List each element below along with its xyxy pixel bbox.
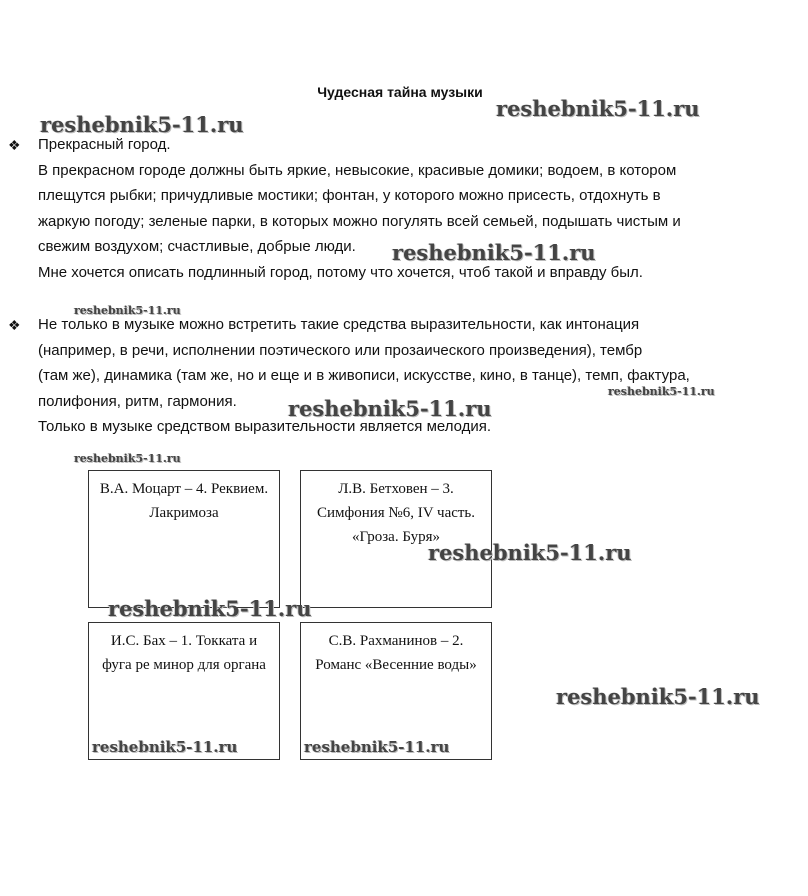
watermark: reshebnik5-11.ru <box>556 684 760 709</box>
section-1-line: плещутся рыбки; причудливые мостики; фонтан, у которого можно присесть, отдохнуть в <box>38 187 661 204</box>
section-2-line: (например, в речи, исполнении поэтического или прозаического произведения), тембр <box>38 341 643 359</box>
section-1-line: В прекрасном городе должны быть яркие, невысокие, красивые домики; водоем, в котором <box>38 161 677 179</box>
diamond-bullet-icon: ❖ <box>8 317 21 333</box>
watermark: reshebnik5-11.ru <box>92 738 238 756</box>
watermark: reshebnik5-11.ru <box>74 304 181 317</box>
answer-box-mozart: В.А. Моцарт – 4. Реквием. Лакримоза <box>88 470 280 608</box>
section-1-line: Прекрасный город. <box>38 136 171 153</box>
section-1-line: свежим воздухом; счастливые, добрые люди. <box>38 238 356 255</box>
watermark: reshebnik5-11.ru <box>40 112 244 137</box>
section-1-line: Мне хочется описать подлинный город, потому что хочется, чтоб такой и вправду был. <box>38 263 643 281</box>
section-2-line: полифония, ритм, гармония. <box>38 392 237 410</box>
section-2-line: (там же), динамика (там же, но и еще и в живописи, искусстве, кино, в танце), темп, фактура, <box>38 367 690 384</box>
watermark: reshebnik5-11.ru <box>288 396 492 421</box>
section-2-line: Только в музыке средством выразительности является мелодия. <box>38 418 492 435</box>
answer-box-rachmaninov: С.В. Рахманинов – 2. Романс «Весенние воды» <box>300 622 492 760</box>
watermark: reshebnik5-11.ru <box>108 596 312 621</box>
watermark: reshebnik5-11.ru <box>74 452 181 465</box>
diamond-bullet-icon: ❖ <box>8 137 21 153</box>
watermark: reshebnik5-11.ru <box>392 240 596 265</box>
watermark: reshebnik5-11.ru <box>304 738 450 756</box>
watermark: reshebnik5-11.ru <box>496 96 700 121</box>
watermark: reshebnik5-11.ru <box>608 385 715 398</box>
section-2-line: Не только в музыке можно встретить такие средства выразительности, как интонация <box>38 316 640 333</box>
page-title: Чудесная тайна музыки <box>317 84 483 100</box>
section-1-line: жаркую погоду; зеленые парки, в которых можно погулять всей семьей, подышать чистым и <box>38 212 681 230</box>
answer-box-beethoven: Л.В. Бетховен – 3. Симфония №6, IV часть. «Гроза. Буря» <box>300 470 492 608</box>
answer-box-bach: И.С. Бах – 1. Токката и фуга ре минор для органа <box>88 622 280 760</box>
watermark: reshebnik5-11.ru <box>428 540 632 565</box>
